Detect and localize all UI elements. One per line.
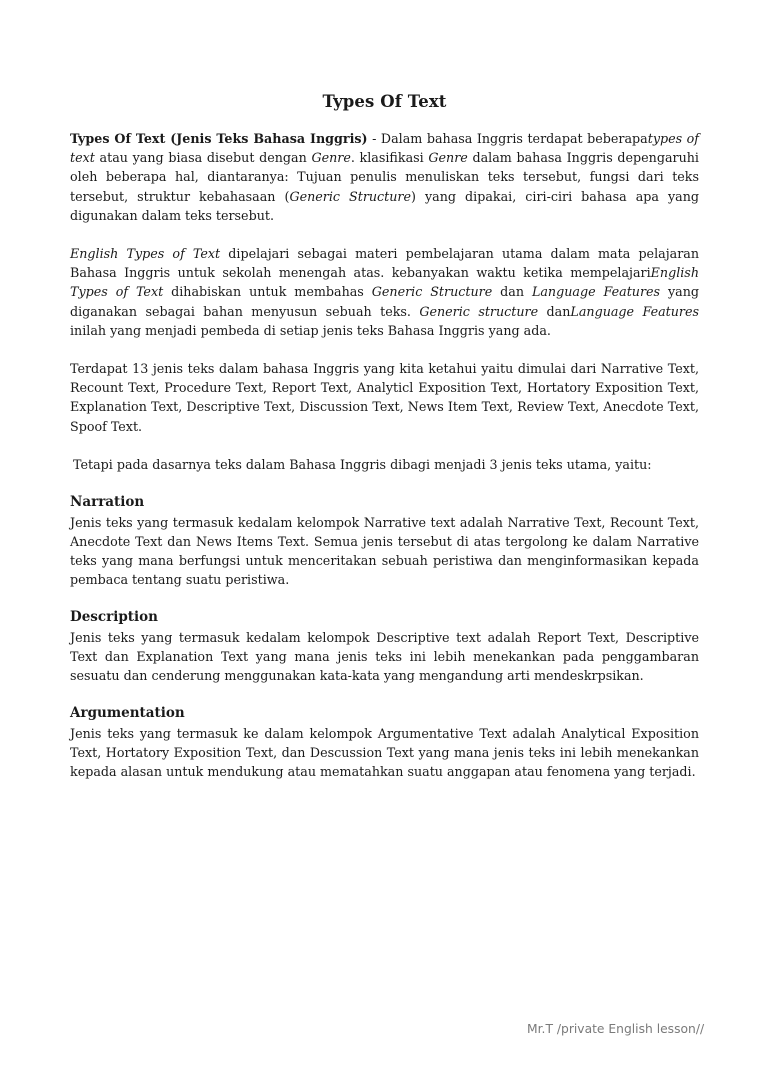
section-heading: Narration xyxy=(70,494,145,511)
thirteen-types-paragraph: Terdapat 13 jenis teks dalam bahasa Inggris yang kita ketahui yaitu dimulai dari Narrative Text, Recount Text, Procedure Text, Report Text, Analyticl Exposition Text, Hortatory Exposition Text, Explanation Text, Descriptive Text, Discussion Text, News Item Text, Review Text, Anecdote Text, Spoof Text. xyxy=(70,361,699,434)
page-title: Types Of Text xyxy=(322,92,447,111)
section-body: Jenis teks yang termasuk kedalam kelompok Narrative text adalah Narrative Text, Recount Text, Anecdote Text dan News Items Text. Semua jenis tersebut di atas tergolong ke dalam Narrative teks yang mana berfungsi untuk menceritakan sebuah peristiwa dan menginformasikan kepada pembaca tentang suatu peristiwa. xyxy=(70,514,699,588)
english-types-paragraph: English Types of Text dipelajari sebagai materi pembelajaran utama dalam mata pelajaran Bahasa Inggris untuk sekolah menengah atas. kebanyakan waktu ketika mempelajariEnglish Types of Text dihabiskan untuk membahas Generic Structure dan Language Features yang diganakan sebagai bahan menyusun sebuah teks. Generic structure danLanguage Features inilah yang menjadi pembeda di setiap jenis teks Bahasa Inggris yang ada. xyxy=(70,246,700,338)
section-description xyxy=(70,608,699,685)
three-main-types-paragraph: Tetapi pada dasarnya teks dalam Bahasa Inggris dibagi menjadi 3 jenis teks utama, yaitu: xyxy=(73,456,652,472)
section-heading: Argumentation xyxy=(70,705,185,722)
section-argumentation xyxy=(70,704,699,781)
document-content xyxy=(70,92,699,801)
section-heading: Description xyxy=(70,609,158,626)
section-body: Jenis teks yang termasuk kedalam kelompok Descriptive text adalah Report Text, Descriptive Text dan Explanation Text yang mana jenis teks ini lebih menekankan pada penggambaran sesuatu dan cenderung menggunakan kata-kata yang mengandung arti mendeskrpsikan. xyxy=(70,629,699,684)
intro-lead: Types Of Text (Jenis Teks Bahasa Inggris) xyxy=(70,131,368,146)
page-footer: Mr.T /private English lesson// xyxy=(527,1022,705,1036)
intro-paragraph: Types Of Text (Jenis Teks Bahasa Inggris) - Dalam bahasa Inggris terdapat beberapatypes of text atau yang biasa disebut dengan Genre. klasifikasi Genre dalam bahasa Inggris depengaruhi oleh beberapa hal, diantaranya: Tujuan penulis menuliskan teks tersebut, fungsi dari teks tersebut, struktur kebahasaan (Generic Structure) yang dipakai, ciri-ciri bahasa apa yang digunakan dalam teks tersebut. xyxy=(70,131,699,223)
section-body: Jenis teks yang termasuk ke dalam kelompok Argumentative Text adalah Analytical Exposition Text, Hortatory Exposition Text, dan Descussion Text yang mana jenis teks ini lebih menekankan kepada alasan untuk mendukung atau mematahkan suatu anggapan atau fenomena yang terjadi. xyxy=(70,725,699,780)
section-narration xyxy=(70,493,699,589)
